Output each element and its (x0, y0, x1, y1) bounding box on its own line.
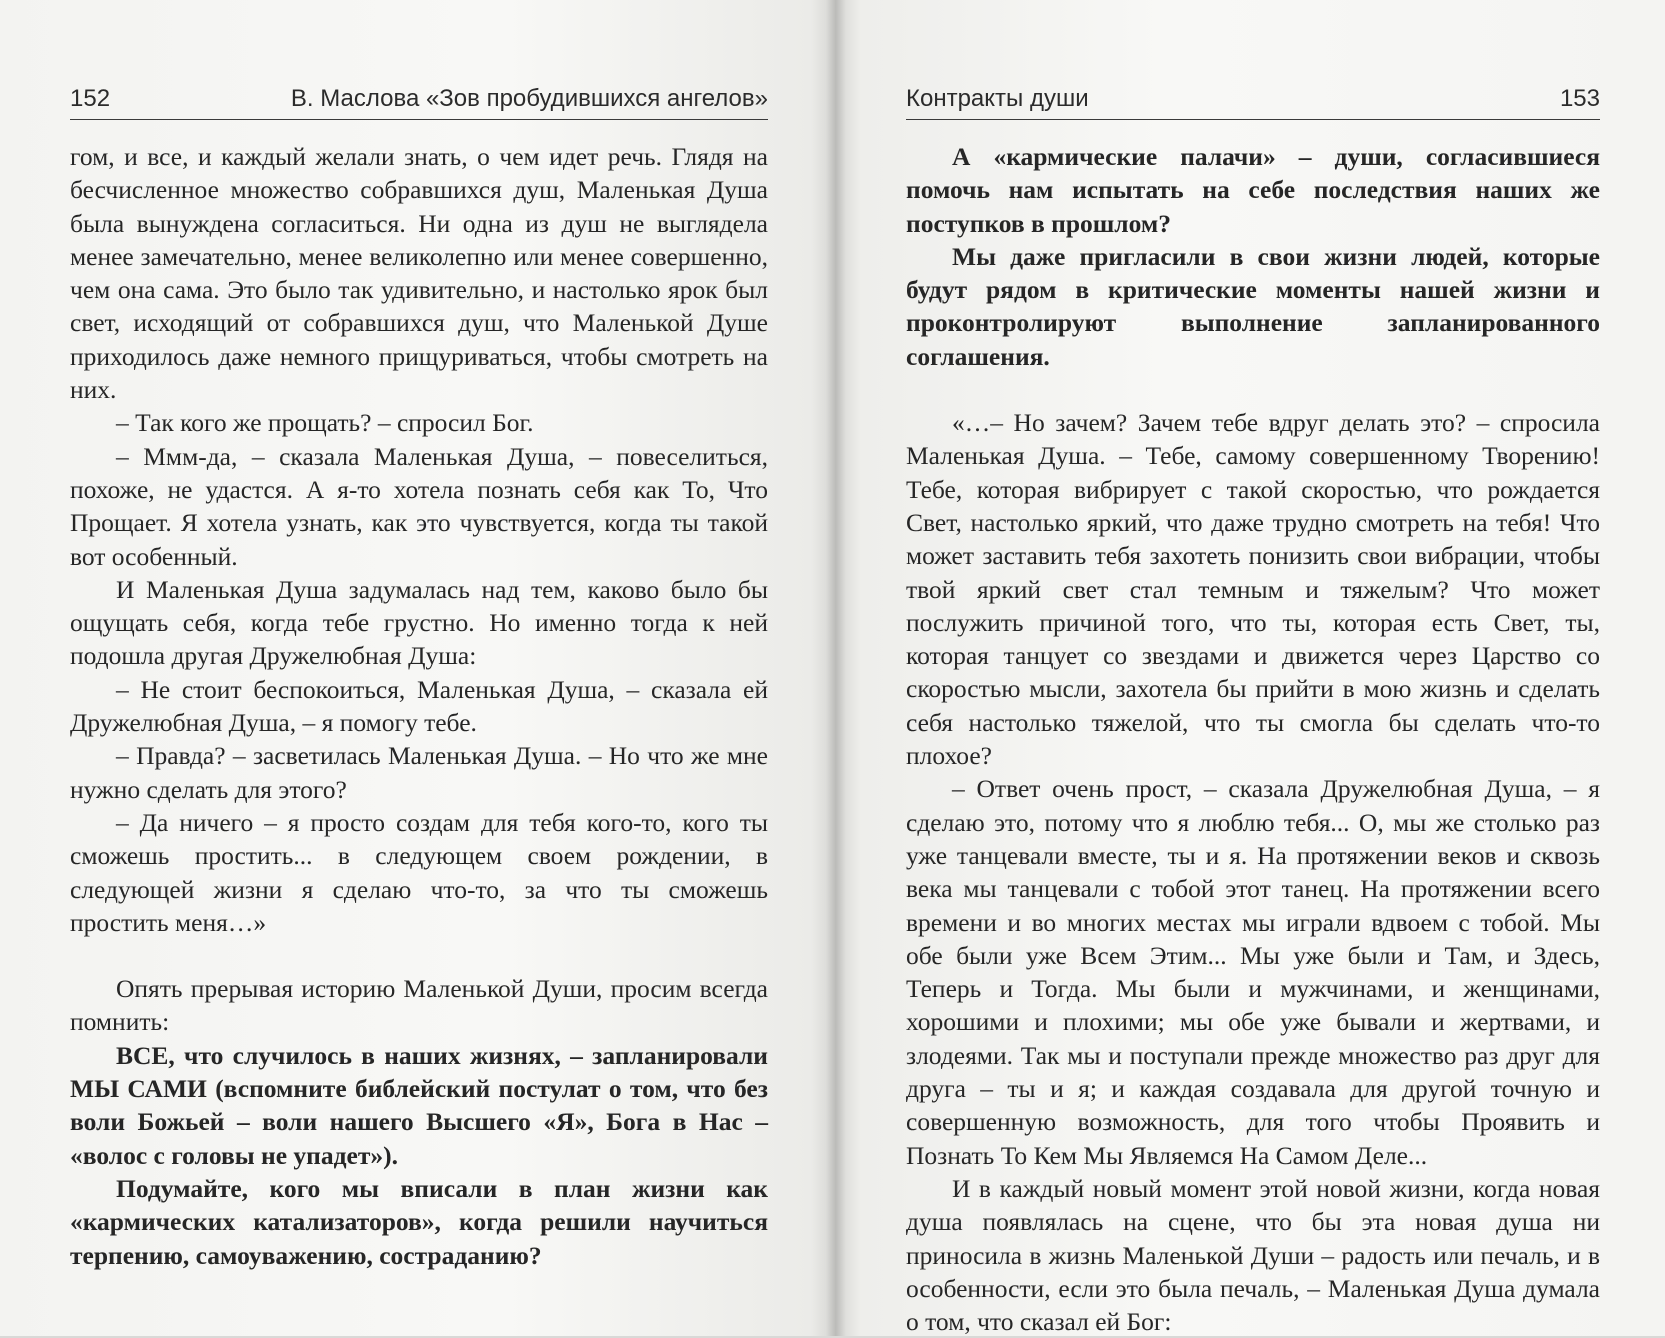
paragraph: – Ммм-да, – сказала Маленькая Душа, – повеселиться, похоже, не удастся. А я-то хотела познать себя как То, Что Прощает. Я хотела узнать, как это чувствуется, когда ты такой вот особенный. (70, 441, 768, 571)
book-gutter (826, 0, 846, 1336)
paragraph: «…– Но зачем? Зачем тебе вдруг делать это? – спросила Маленькая Душа. – Тебе, самому совершенному Творению! Тебе, которая вибрирует с такой скоростью, что рождается Свет, настолько яркий, что даже трудно смотреть на тебя! Что может заставить тебя захотеть понизить свои вибрации, чтобы твой яркий свет стал темным и тяжелым? Что может послужить причиной того, что ты, которая есть Свет, ты, которая танцует со звездами и движется через Царство со скоростью мысли, захотела бы прийти в мою жизнь и сделать себя настолько тяжелой, что ты смогла бы сделать что-то плохое? (906, 408, 1600, 771)
section-gap (906, 373, 1600, 406)
page-number: 152 (70, 85, 111, 112)
paragraph: – Да ничего – я просто создам для тебя кого-то, кого ты сможешь простить... в следующем своем рождении, в следующей жизни я сделаю что-то, за что ты сможешь простить меня…» (70, 807, 768, 937)
paragraph: – Не стоит беспокоиться, Маленькая Душа, – сказала ей Дружелюбная Душа, – я помогу тебе. (70, 674, 768, 738)
running-head: Контракты души (906, 85, 1089, 112)
right-page-body (906, 140, 1600, 1338)
page-number: 153 (1559, 85, 1600, 112)
bold-paragraph: А «кармические палачи» – души, согласившиеся помочь нам испытать на себе последствия наших же поступков в прошлом? (906, 142, 1600, 238)
paragraph: – Так кого же прощать? – спросил Бог. (116, 408, 534, 438)
paragraph: гом, и все, и каждый желали знать, о чем идет речь. Глядя на бесчисленное множество собравшихся душ, Маленькая Душа была вынуждена согласиться. Ни одна из душ не выглядела менее замечательно, менее великолепно или менее совершенно, чем она сама. Это было так удивительно, и настолько ярок был свет, исходящий от собравшихся душ, что Маленькой Душе приходилось даже немного прищуриваться, чтобы смотреть на них. (70, 142, 768, 405)
paragraph: И Маленькая Душа задумалась над тем, каково было бы ощущать себя, когда тебе грустно. Но именно тогда к ней подошла другая Дружелюбная Душа: (70, 574, 768, 671)
section-gap (70, 939, 768, 972)
paragraph: – Ответ очень прост, – сказала Дружелюбная Душа, – я сделаю это, потому что я люблю тебя... О, мы же столько раз уже танцевали вместе, ты и я. На протяжении веков и сквозь века мы танцевали с тобой этот танец. На протяжении всего времени и во многих местах мы играли вдвоем с тобой. Мы обе были уже Всем Этим... Мы уже были и Там, и Здесь, Теперь и Тогда. Мы были и мужчинами, и женщинами, хорошими и плохими; мы обе уже бывали и жертвами, и злодеями. Так мы и поступали прежде множество раз друг для друга – ты и я; и каждая создавала для другой точную и совершенную возможность, для того чтобы Проявить и Познать То Кем Мы Являемся На Самом Деле... (906, 774, 1600, 1170)
running-head: В. Маслова «Зов пробудившихся ангелов» (290, 85, 768, 112)
right-page-header (906, 76, 1600, 120)
bold-paragraph: Мы даже пригласили в свои жизни людей, которые будут рядом в критические моменты нашей жизни и проконтролируют выполнение запланированного соглашения. (906, 241, 1600, 371)
paragraph: Опять прерывая историю Маленькой Души, просим всегда помнить: (70, 974, 768, 1037)
left-page-header (70, 76, 768, 120)
left-page-body (70, 140, 768, 1272)
paragraph: И в каждый новый момент этой новой жизни, когда новая душа появлялась на сцене, что бы эта новая душа ни приносила в жизнь Маленькой Души – радость или печаль, и в особенности, если это была печаль, – Маленькая Душа думала о том, что сказал ей Бог: (906, 1173, 1600, 1337)
paragraph: – Правда? – засветилась Маленькая Душа. – Но что же мне нужно сделать для этого? (70, 741, 768, 804)
bold-paragraph: ВСЕ, что случилось в наших жизнях, – запланировали МЫ САМИ (вспомните библейский постулат о том, что без воли Божьей – воли нашего Высшего «Я», Бога в Нас – «волос с головы не упадет»). (70, 1040, 768, 1170)
bold-paragraph: Подумайте, кого мы вписали в план жизни как «кармических катализаторов», когда решили научиться терпению, самоуважению, состраданию? (70, 1173, 768, 1270)
right-page (836, 0, 1665, 1336)
